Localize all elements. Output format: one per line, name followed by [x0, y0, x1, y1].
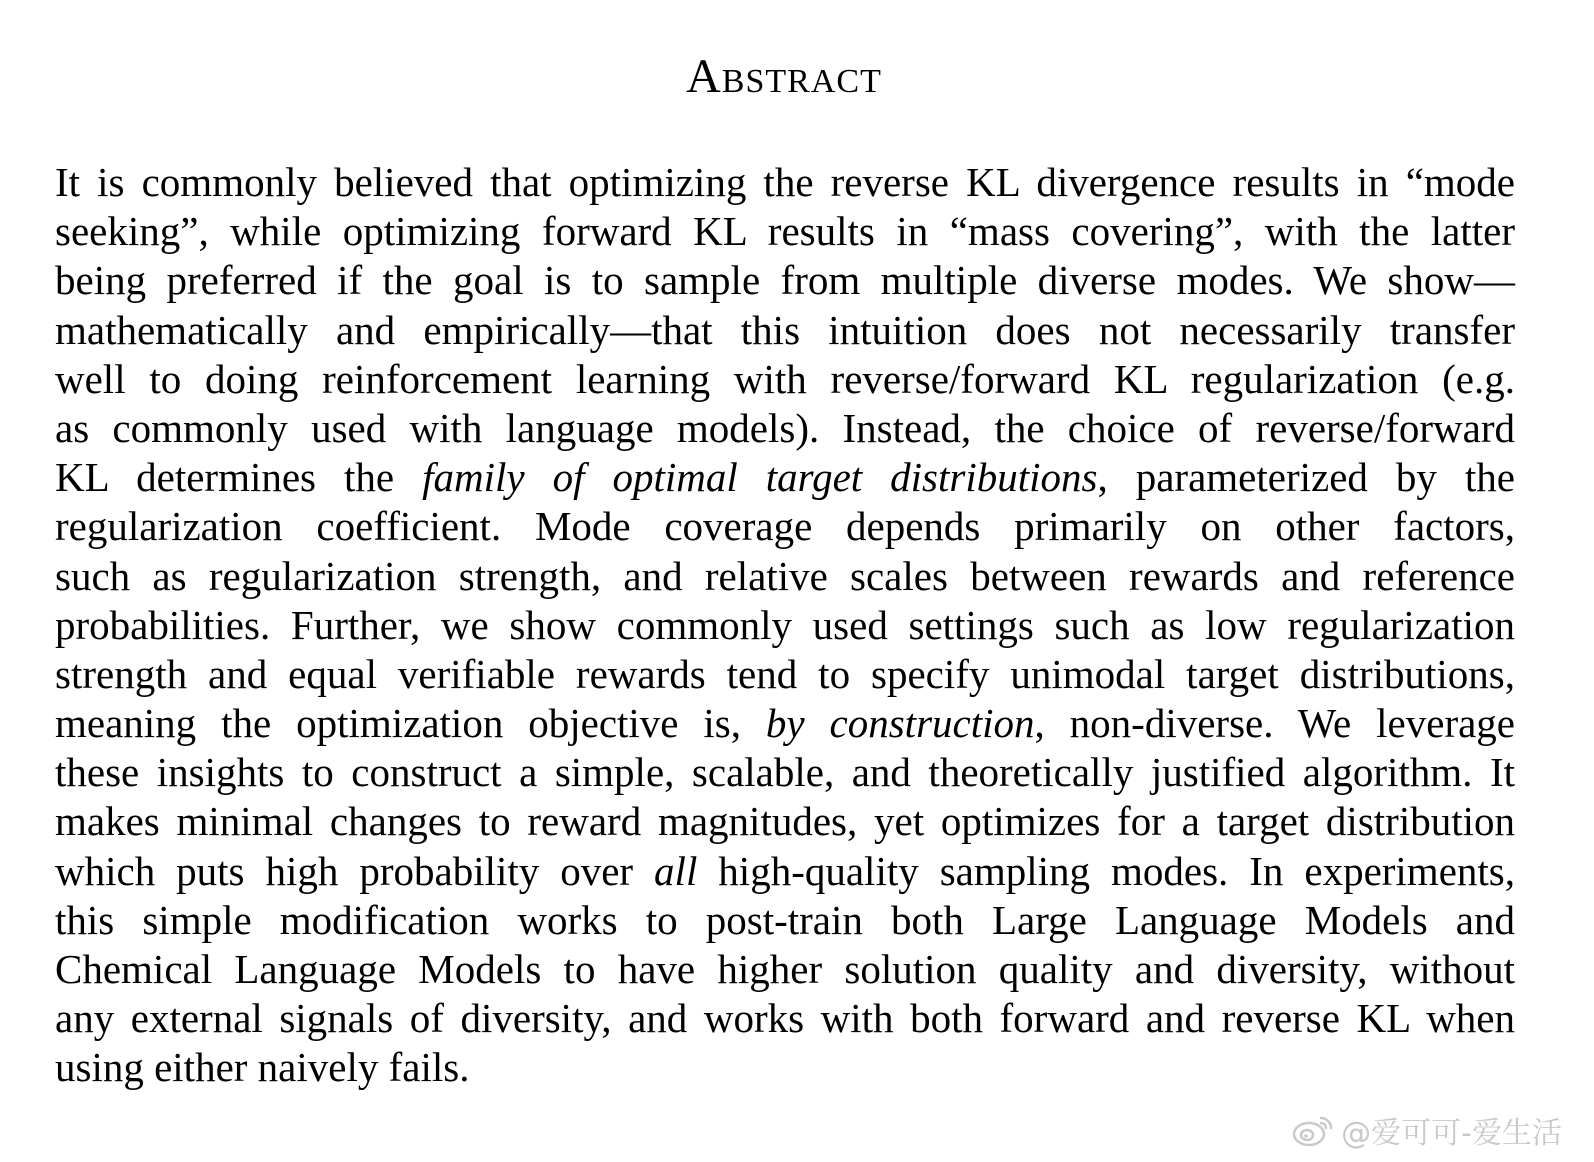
abstract-emphasis: family of optimal target distributions — [422, 454, 1098, 501]
watermark — [1291, 1110, 1562, 1150]
abstract-line — [55, 552, 1515, 601]
abstract-text: , parameterized by the — [1097, 454, 1515, 501]
abstract-emphasis: by construction — [765, 700, 1035, 747]
abstract-text: well to doing reinforcement learning with reverse/forward KL regularization (e.g. — [55, 355, 1515, 402]
abstract-text: which puts high probability over — [55, 847, 655, 894]
abstract-text: such as regularization strength, and relative scales between rewards and reference — [55, 552, 1515, 599]
abstract-text: seeking”, while optimizing forward KL results in “mass covering”, with the latter — [55, 208, 1515, 255]
abstract-line — [55, 404, 1515, 453]
abstract-heading: Abstract — [686, 50, 882, 103]
abstract-text: high-quality sampling modes. In experiments, — [697, 847, 1515, 894]
watermark-text: @爱可可-爱生活 — [1341, 1116, 1562, 1151]
abstract-line — [55, 797, 1515, 846]
abstract-line — [55, 896, 1515, 945]
abstract-text: makes minimal changes to reward magnitudes, yet optimizes for a target distribution — [55, 798, 1515, 845]
abstract-line — [55, 256, 1515, 305]
abstract-line — [55, 650, 1515, 699]
abstract-line — [55, 502, 1515, 551]
abstract-text: KL determines the — [55, 454, 423, 501]
abstract-line — [55, 453, 1515, 502]
abstract-text: being preferred if the goal is to sample from multiple diverse modes. We show— — [55, 257, 1515, 304]
abstract-line — [55, 601, 1515, 650]
abstract-line — [55, 847, 1515, 896]
abstract-text: meaning the optimization objective is, — [55, 700, 766, 747]
abstract-text: using either naively fails. — [55, 1044, 470, 1091]
abstract-line — [55, 1043, 1515, 1092]
abstract-body — [55, 158, 1515, 1093]
abstract-text: Chemical Language Models to have higher solution quality and diversity, without — [55, 946, 1515, 992]
abstract-line — [55, 306, 1515, 355]
weibo-icon — [1291, 1112, 1335, 1148]
abstract-text: mathematically and empirically—that this intuition does not necessarily transfer — [55, 306, 1515, 353]
abstract-text: these insights to construct a simple, scalable, and theoretically justified algorithm. It — [55, 749, 1515, 796]
abstract-emphasis: all — [654, 847, 698, 894]
abstract-text: regularization coefficient. Mode coverage depends primarily on other factors, — [55, 503, 1515, 550]
abstract-text: any external signals of diversity, and works with both forward and reverse KL when — [55, 995, 1515, 1042]
abstract-line — [55, 748, 1515, 797]
abstract-line — [55, 207, 1515, 256]
abstract-line — [55, 158, 1515, 207]
abstract-text: as commonly used with language models). Instead, the choice of reverse/forward — [55, 404, 1515, 451]
abstract-text: , non-diverse. We leverage — [1034, 700, 1515, 747]
abstract-line — [55, 994, 1515, 1043]
abstract-line — [55, 945, 1515, 994]
abstract-text: probabilities. Further, we show commonly used settings such as low regularization — [55, 601, 1515, 648]
abstract-text: this simple modification works to post-train both Large Language Models and — [55, 896, 1515, 943]
abstract-text: It is commonly believed that optimizing the reverse KL divergence results in “mode — [55, 159, 1515, 205]
abstract-text: strength and equal verifiable rewards tend to specify unimodal target distributions, — [55, 650, 1515, 697]
abstract-line — [55, 699, 1515, 748]
abstract-line — [55, 355, 1515, 404]
